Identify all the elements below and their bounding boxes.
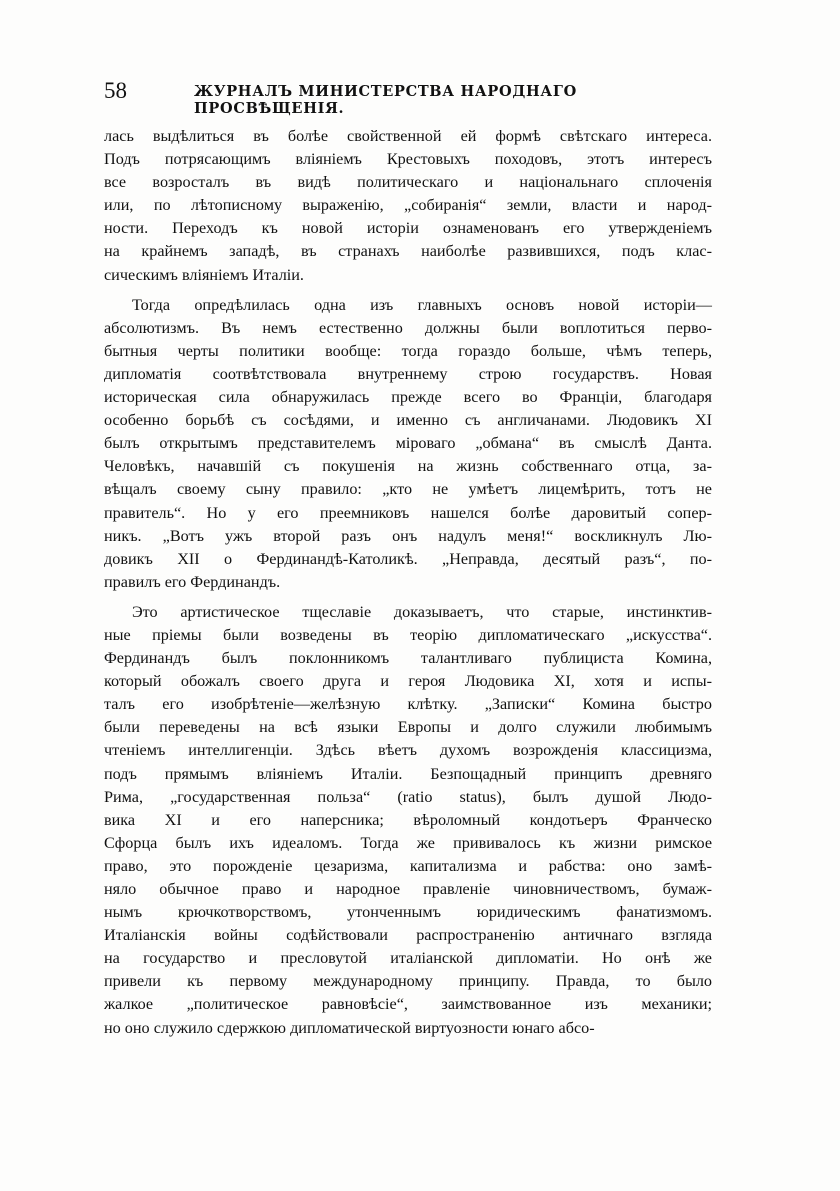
paragraph bbox=[104, 125, 712, 287]
text-line: историческая сила обнаружилась прежде всего во Франціи, благодаря bbox=[104, 388, 712, 407]
text-line: чтеніемъ интеллигенціи. Здѣсь вѣетъ духомъ возрожденія классицизма, bbox=[104, 741, 712, 760]
text-line: няло обычное право и народное правленіе чиновничествомъ, бумаж- bbox=[104, 880, 712, 898]
text-line: право, это порожденіе цезаризма, капитализма и рабства: оно замѣ- bbox=[104, 856, 712, 875]
text-line: привели къ первому международному принципу. Правда, то было bbox=[104, 972, 712, 991]
text-line: дипломатія соотвѣтствовала внутреннему строю государствъ. Новая bbox=[104, 364, 712, 383]
text-line: Человѣкъ, начавшій съ покушенія на жизнь собственнаго отца, за- bbox=[104, 457, 712, 476]
text-line: нымъ крючкотворствомъ, утонченнымъ юридическимъ фанатизмомъ. bbox=[104, 903, 712, 922]
text-line: все возросталъ въ видѣ политическаго и національнаго сплоченія bbox=[104, 173, 712, 192]
text-line: Фердинандъ былъ поклонникомъ талантливаго публициста Комина, bbox=[104, 649, 712, 668]
text-line: Сфорца былъ ихъ идеаломъ. Тогда же прививалось къ жизни римское bbox=[104, 833, 712, 852]
running-head: ЖУРНАЛЪ МИНИСТЕРСТВА НАРОДНАГО ПРОСВѢЩЕНІЯ. bbox=[194, 83, 577, 117]
text-line: абсолютизмъ. Въ немъ естественно должны были воплотиться перво- bbox=[104, 318, 712, 337]
text-line: на крайнемъ западѣ, въ странахъ наиболѣе развившихся, подъ клас- bbox=[104, 242, 712, 261]
text-line: вика XI и его наперсника; вѣроломный кондотьеръ Франческо bbox=[104, 810, 712, 829]
text-line: на государство и пресловутой италіанской дипломатіи. Но онѣ же bbox=[104, 949, 712, 968]
text-line: Италіанскія войны содѣйствовали распространенію античнаго взгляда bbox=[104, 926, 712, 945]
text-line: Это артистическое тщеславіе доказываетъ, что старые, инстинктив- bbox=[132, 602, 712, 621]
paragraph bbox=[104, 601, 712, 1040]
text-line: Тогда опредѣлилась одна изъ главныхъ основъ новой исторіи— bbox=[132, 295, 712, 314]
text-line: бытныя черты политики вообще: тогда гораздо больше, чѣмъ теперь, bbox=[104, 341, 712, 360]
text-line: ности. Переходъ къ новой исторіи ознаменованъ его утвержденіемъ bbox=[104, 219, 712, 238]
text-line: подъ прямымъ вліяніемъ Италіи. Безпощадный принципъ древняго bbox=[104, 764, 712, 783]
text-line: правитель“. Но у его преемниковъ нашелся болѣе даровитый сопер- bbox=[104, 503, 712, 522]
text-line: Подъ потрясающимъ вліяніемъ Крестовыхъ походовъ, этотъ интересъ bbox=[104, 150, 712, 169]
text-line: никъ. „Вотъ ужъ второй разъ онъ надулъ меня!“ воскликнулъ Лю- bbox=[104, 526, 712, 545]
page-header bbox=[104, 78, 724, 117]
text-line: былъ открытымъ представителемъ міроваго „обмана“ въ смыслѣ Данта. bbox=[104, 434, 712, 453]
text-line: ные пріемы были возведены въ теорію дипломатическаго „искусства“. bbox=[104, 625, 712, 644]
text-line: довикъ XII о Фердинандѣ-Католикѣ. „Неправда, десятый разъ“, по- bbox=[104, 549, 712, 568]
text-line: правилъ его Фердинандъ. bbox=[104, 572, 281, 591]
text-line: который обожалъ своего друга и героя Людовика XI, хотя и испы- bbox=[104, 672, 712, 691]
page-number: 58 bbox=[104, 78, 127, 103]
text-line: Рима, „государственная польза“ (ratio status), былъ душой Людо- bbox=[104, 787, 712, 806]
text-line: но оно служило сдержкою дипломатической виртуозности юнаго абсо- bbox=[104, 1018, 595, 1037]
text-line: особенно борьбѣ съ сосѣдями, и именно съ англичанами. Людовикъ XI bbox=[104, 411, 712, 430]
text-line: сическимъ вліяніемъ Италіи. bbox=[104, 265, 304, 284]
text-line: были переведены на всѣ языки Европы и долго служили любимымъ bbox=[104, 718, 712, 737]
text-line: талъ его изобрѣтеніе—желѣзную клѣтку. „Записки“ Комина быстро bbox=[104, 695, 712, 714]
body-text bbox=[104, 125, 712, 1040]
text-line: или, по лѣтописному выраженію, „собиранія“ земли, власти и народ- bbox=[104, 196, 712, 215]
text-line: лась выдѣлиться въ болѣе свойственной ей формѣ свѣтскаго интереса. bbox=[104, 127, 712, 145]
paragraph bbox=[104, 294, 712, 594]
text-line: вѣщалъ своему сыну правило: „кто не умѣетъ лицемѣрить, тотъ не bbox=[104, 480, 712, 499]
text-line: жалкое „политическое равновѣсіе“, заимствованное изъ механики; bbox=[104, 995, 712, 1014]
